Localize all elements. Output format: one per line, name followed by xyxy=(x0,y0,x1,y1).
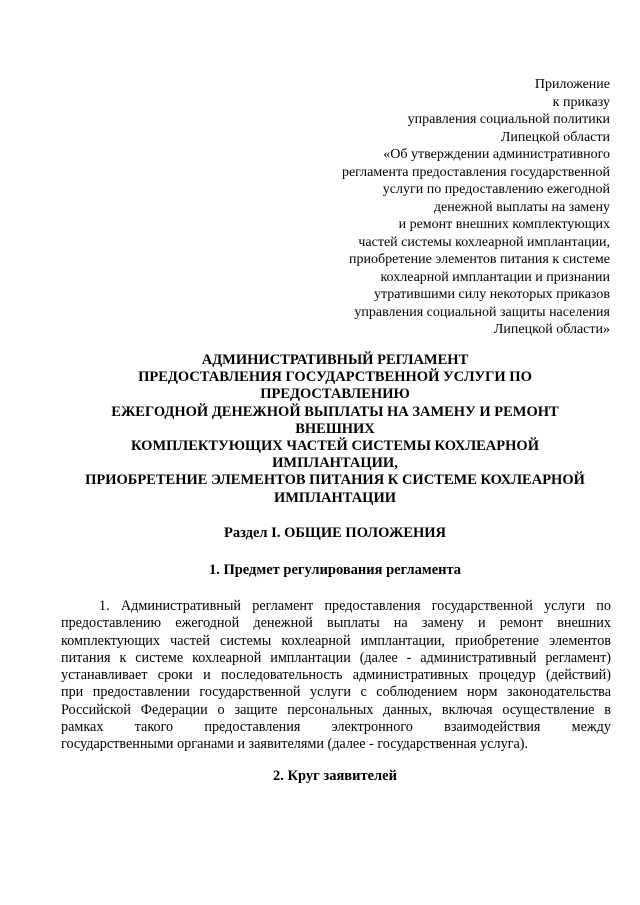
appendix-line: Липецкой области xyxy=(500,129,610,145)
appendix-line: частей системы кохлеарной имплантации, xyxy=(358,234,610,250)
appendix-line: к приказу xyxy=(552,94,610,110)
title-line: ИМПЛАНТАЦИИ xyxy=(273,489,397,506)
appendix-line: и ремонт внешних комплектующих xyxy=(398,217,610,232)
title-line: ЕЖЕГОДНОЙ ДЕНЕЖНОЙ ВЫПЛАТЫ НА ЗАМЕНУ И РЕМОНТ xyxy=(111,403,559,420)
paragraph-line: при предоставлении государственной услуги с соблюдением норм законодательства xyxy=(61,684,611,701)
paragraph-line: комплектующих частей системы кохлеарной имплантации, приобретение элементов xyxy=(61,632,611,649)
title-line: ВНЕШНИХ xyxy=(295,420,375,437)
paragraph-line: Российской Федерации о защите персональных данных, включая осуществление в xyxy=(61,701,611,718)
appendix-line: приобретение элементов питания к системе xyxy=(349,252,610,267)
appendix-line: кохлеарной имплантации и признании xyxy=(380,269,610,285)
title-line: ИМПЛАНТАЦИИ, xyxy=(272,455,398,472)
appendix-line: управления социальной политики xyxy=(407,112,610,127)
appendix-line: услуги по предоставлению ежегодной xyxy=(382,182,610,197)
appendix-line: регламента предоставления государственной xyxy=(341,164,610,180)
title-line: ПРИОБРЕТЕНИЕ ЭЛЕМЕНТОВ ПИТАНИЯ К СИСТЕМЕ КОХЛЕАРНОЙ xyxy=(85,472,585,489)
paragraph-line: рамках такого предоставления электронного взаимодействия между xyxy=(61,719,611,736)
appendix-line: «Об утверждении административного xyxy=(383,147,610,162)
subsection-heading-applicants: 2. Круг заявителей xyxy=(273,768,397,784)
paragraph-line: предоставлению ежегодной денежной выплаты на замену и ремонт внешних xyxy=(61,615,611,632)
paragraph-line: питания к системе кохлеарной имплантации (далее - административный регламент) xyxy=(61,649,611,666)
title-line: ПРЕДОСТАВЛЕНИЮ xyxy=(260,386,410,403)
paragraph-line: устанавливает сроки и последовательность административных процедур (действий) xyxy=(61,667,611,684)
paragraph-1 xyxy=(61,598,611,754)
title-line: КОМПЛЕКТУЮЩИХ ЧАСТЕЙ СИСТЕМЫ КОХЛЕАРНОЙ xyxy=(131,438,539,455)
appendix-line: Приложение xyxy=(534,77,610,92)
appendix-line: утратившими силу некоторых приказов xyxy=(374,287,610,302)
subsection-heading-regulation-subject: 1. Предмет регулирования регламента xyxy=(208,562,462,578)
document-title xyxy=(60,352,610,507)
title-line: АДМИНИСТРАТИВНЫЙ РЕГЛАМЕНТ xyxy=(201,352,469,368)
title-line: ПРЕДОСТАВЛЕНИЯ ГОСУДАРСТВЕННОЙ УСЛУГИ ПО xyxy=(138,369,532,386)
appendix-line: Липецкой области» xyxy=(493,322,610,337)
appendix-line: денежной выплаты на замену xyxy=(433,199,610,215)
appendix-header xyxy=(250,76,610,339)
appendix-line: управления социальной защиты населения xyxy=(354,304,610,320)
section-heading: Раздел I. ОБЩИЕ ПОЛОЖЕНИЯ xyxy=(223,525,447,541)
paragraph-line: 1. Административный регламент предоставления государственной услуги по xyxy=(99,598,611,614)
paragraph-line: государственными органами и заявителями (далее - государственная услуга). xyxy=(61,736,529,753)
